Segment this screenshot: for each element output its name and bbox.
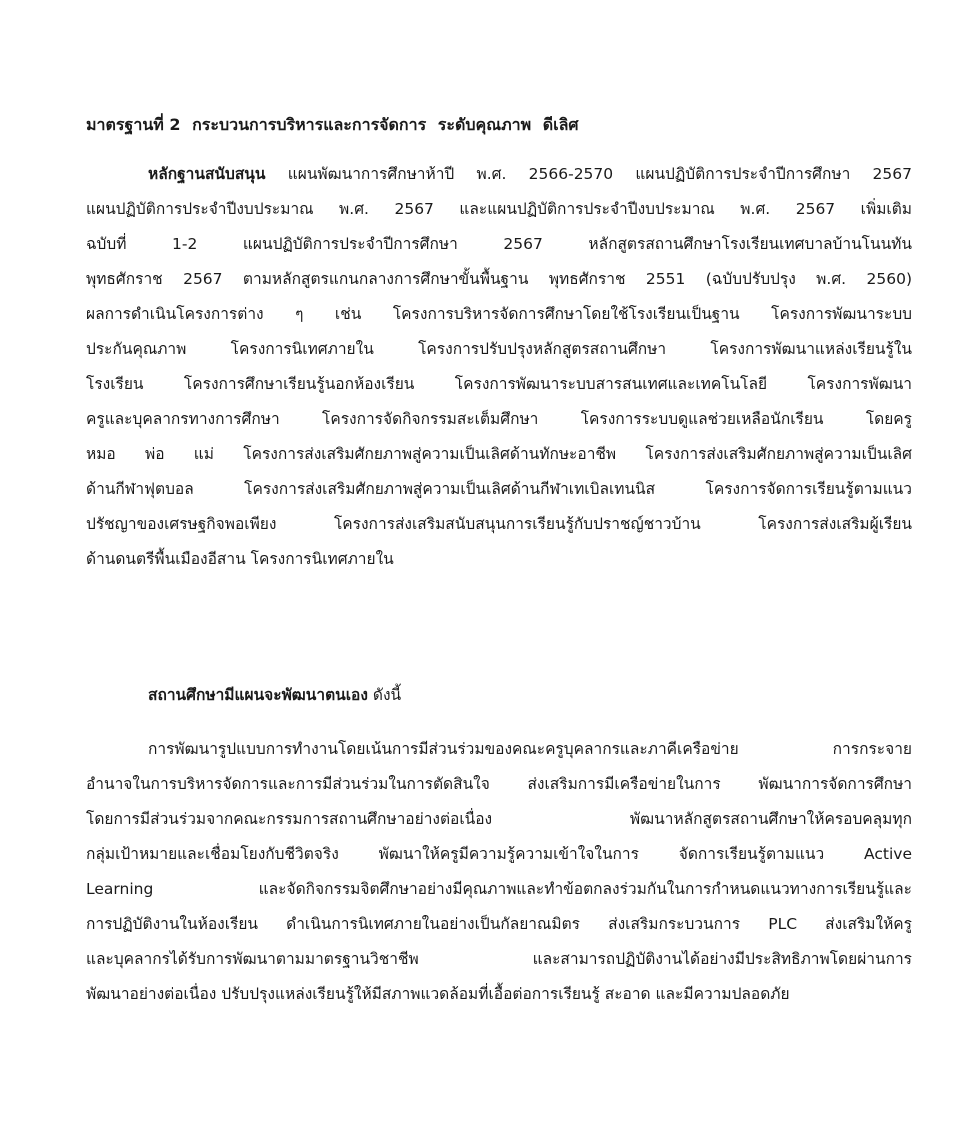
paragraph-line: หมอ พ่อ แม่ โครงการส่งเสริมศักยภาพสู่ความเป็นเลิศด้านทักษะอาชีพ โครงการส่งเสริมศักยภาพสู่ความเป็นเลิศ (86, 445, 912, 463)
paragraph-line: โดยการมีส่วนร่วมจากคณะกรรมการสถานศึกษาอย่างต่อเนื่อง พัฒนาหลักสูตรสถานศึกษาให้ครอบคลุมทุก (86, 810, 912, 828)
plan-paragraph (86, 732, 912, 1012)
standard-label: มาตรฐานที่ 2 (86, 115, 181, 134)
paragraph-line: พุทธศักราช 2567 ตามหลักสูตรแกนกลางการศึกษาขั้นพื้นฐาน พุทธศักราช 2551 (ฉบับปรับปรุง พ.ศ. 2560) (86, 270, 912, 288)
plan-lead: สถานศึกษามีแผนจะพัฒนาตนเอง (148, 686, 368, 704)
paragraph-line: กลุ่มเป้าหมายและเชื่อมโยงกับชีวิตจริง พัฒนาให้ครูมีความรู้ความเข้าใจในการ จัดการเรียนรู้ตามแนว Active (86, 845, 912, 863)
evidence-lead: หลักฐานสนับสนุน (148, 165, 266, 183)
paragraph-line: หลักฐานสนับสนุน แผนพัฒนาการศึกษาห้าปี พ.ศ. 2566-2570 แผนปฏิบัติการประจำปีการศึกษา 2567 (148, 165, 912, 183)
plan-heading (148, 678, 908, 713)
paragraph-line: พัฒนาอย่างต่อเนื่อง ปรับปรุงแหล่งเรียนรู้ให้มีสภาพแวดล้อมที่เอื้อต่อการเรียนรู้ สะอาด และมีความปลอดภัย (86, 985, 790, 1003)
paragraph-line: แผนปฏิบัติการประจำปีงบประมาณ พ.ศ. 2567 และแผนปฏิบัติการประจำปีงบประมาณ พ.ศ. 2567 เพิ่มเติม (86, 200, 912, 218)
paragraph-line: ฉบับที่ 1-2 แผนปฏิบัติการประจำปีการศึกษา 2567 หลักสูตรสถานศึกษาโรงเรียนเทศบาลบ้านโนนทัน (86, 235, 912, 253)
paragraph-line: Learning และจัดกิจกรรมจิตศึกษาอย่างมีคุณภาพและทำข้อตกลงร่วมกันในการกำหนดแนวทางการเรียนรู้และ (86, 880, 912, 898)
paragraph-line: ด้านกีฬาฟุตบอล โครงการส่งเสริมศักยภาพสู่ความเป็นเลิศด้านกีฬาเทเบิลเทนนิส โครงการจัดการเรียนรู้ตามแนว (86, 480, 912, 498)
quality-level-value: ดีเลิศ (542, 115, 579, 134)
paragraph-line: ด้านดนตรีพื้นเมืองอีสาน โครงการนิเทศภายใน (86, 550, 394, 568)
paragraph-line: โรงเรียน โครงการศึกษาเรียนรู้นอกห้องเรียน โครงการพัฒนาระบบสารสนเทศและเทคโนโลยี โครงการพัฒนา (86, 375, 912, 393)
paragraph-line: อำนาจในการบริหารจัดการและการมีส่วนร่วมในการตัดสินใจ ส่งเสริมการมีเครือข่ายในการ พัฒนาการจัดการศึกษา (86, 775, 912, 793)
paragraph-line: ครูและบุคลากรทางการศึกษา โครงการจัดกิจกรรมสะเต็มศึกษา โครงการระบบดูแลช่วยเหลือนักเรียน โดยครู (86, 410, 912, 428)
plan-suffix: ดังนี้ (372, 686, 402, 704)
standard-title: กระบวนการบริหารและการจัดการ (192, 115, 427, 134)
paragraph-line: ประกันคุณภาพ โครงการนิเทศภายใน โครงการปรับปรุงหลักสูตรสถานศึกษา โครงการพัฒนาแหล่งเรียนรู้ใน (86, 340, 912, 358)
standard-heading (86, 110, 912, 140)
paragraph-line: ผลการดำเนินโครงการต่าง ๆ เช่น โครงการบริหารจัดการศึกษาโดยใช้โรงเรียนเป็นฐาน โครงการพัฒนาระบบ (86, 305, 912, 323)
paragraph-line: การปฏิบัติงานในห้องเรียน ดำเนินการนิเทศภายในอย่างเป็นกัลยาณมิตร ส่งเสริมกระบวนการ PLC ส่งเสริมให้ครู (86, 915, 912, 933)
evidence-paragraph (86, 157, 912, 577)
quality-level-label: ระดับคุณภาพ (437, 115, 532, 134)
paragraph-line: ปรัชญาของเศรษฐกิจพอเพียง โครงการส่งเสริมสนับสนุนการเรียนรู้กับปราชญ์ชาวบ้าน โครงการส่งเสริมผู้เรียน (86, 515, 912, 533)
paragraph-line: การพัฒนารูปแบบการทำงานโดยเน้นการมีส่วนร่วมของคณะครูบุคลากรและภาคีเครือข่าย การกระจาย (148, 740, 912, 758)
paragraph-line: และบุคลากรได้รับการพัฒนาตามมาตรฐานวิชาชีพ และสามารถปฏิบัติงานได้อย่างมีประสิทธิภาพโดยผ่านการ (86, 950, 912, 968)
